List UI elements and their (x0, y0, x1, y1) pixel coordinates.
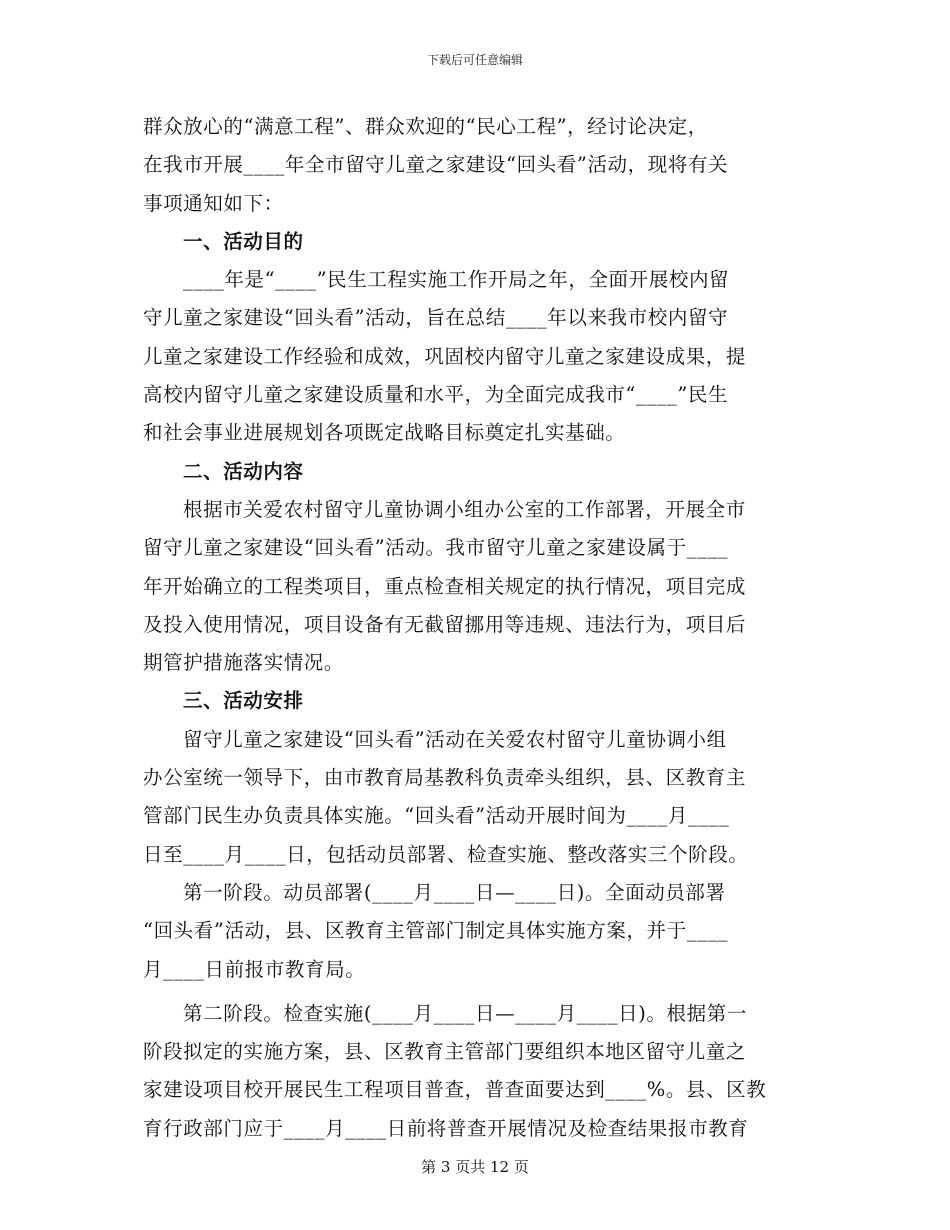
text-line: 日至____月____日，包括动员部署、检查实施、整改落实三个阶段。 (143, 842, 749, 866)
text-line: 阶段拟定的实施方案，县、区教育主管部门要组织本地区留守儿童之 (143, 1040, 747, 1064)
text-line: 儿童之家建设工作经验和成效，巩固校内留守儿童之家建设成果，提 (143, 344, 747, 368)
text-line: 守儿童之家建设“回头看”活动，旨在总结____年以来我市校内留守 (143, 306, 729, 330)
text-line: 办公室统一领导下，由市教育局基教科负责牵头组织，县、区教育主 (143, 766, 747, 790)
text-line: 第二阶段。检查实施(____月____日—____月____日)。根据第一 (183, 1001, 747, 1025)
page-header: 下载后可任意编辑 (426, 53, 523, 67)
text-line: 群众放心的“满意工程”、群众欢迎的“民心工程”，经讨论决定， (143, 115, 708, 138)
text-line: 第一阶段。动员部署(____月____日—____日)。全面动员部署 (183, 880, 726, 904)
page-number: 第 3 页共 12 页 (421, 1158, 529, 1176)
text-line: 及投入使用情况，项目设备有无截留挪用等违规、违法行为，项目后 (143, 612, 747, 636)
text-line: 管部门民生办负责具体实施。“回头看”活动开展时间为____月____ (143, 804, 730, 828)
text-line: ____年是“____”民生工程实施工作开局之年，全面开展校内留 (183, 268, 730, 292)
text-line: 根据市关爱农村留守儿童协调小组办公室的工作部署，开展全市 (183, 497, 746, 521)
section-heading: 一、活动目的 (183, 229, 304, 253)
text-line: 年开始确立的工程类项目，重点检查相关规定的执行情况，项目完成 (143, 574, 747, 598)
text-line: “回头看”活动，县、区教育主管部门制定具体实施方案，并于____ (143, 919, 729, 943)
text-line: 高校内留守儿童之家建设质量和水平，为全面完成我市“____”民生 (143, 383, 729, 407)
text-line: 事项通知如下： (143, 191, 284, 215)
text-line: 月____日前报市教育局。 (143, 957, 366, 981)
section-heading: 三、活动安排 (183, 689, 304, 713)
text-line: 期管护措施落实情况。 (143, 651, 345, 675)
text-line: 留守儿童之家建设“回头看”活动在关爱农村留守儿童协调小组 (183, 727, 727, 751)
text-line: 和社会事业进展规划各项既定战略目标奠定扎实基础。 (143, 421, 626, 445)
document-body (143, 108, 807, 1148)
section-heading: 二、活动内容 (183, 459, 304, 483)
text-line: 家建设项目校开展民生工程项目普查，普查面要达到____%。县、区教 (143, 1078, 767, 1102)
text-line: 在我市开展____年全市留守儿童之家建设“回头看”活动，现将有关 (143, 153, 729, 177)
text-line: 留守儿童之家建设“回头看”活动。我市留守儿童之家建设属于____ (143, 536, 729, 560)
text-line: 育行政部门应于____月____日前将普查开展情况及检查结果报市教育 (143, 1116, 749, 1140)
